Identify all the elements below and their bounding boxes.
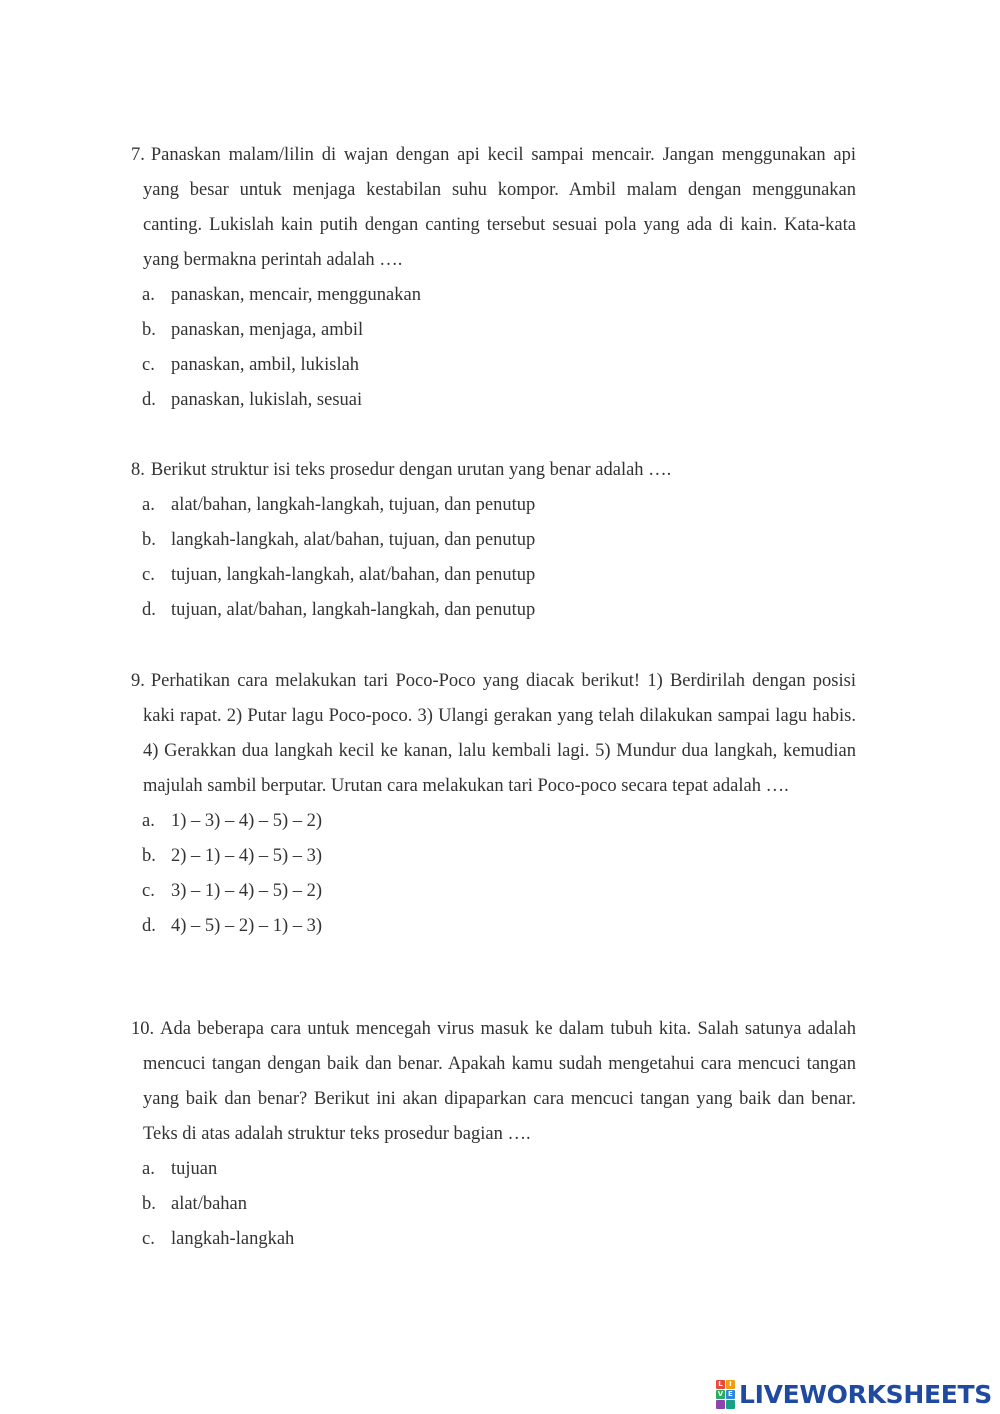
question-number: 8. [131,460,145,480]
option-letter: a. [142,811,155,831]
option-b[interactable] [142,839,856,874]
option-list [131,804,856,944]
logo-text: LIVEWORKSHEETS [738,1379,992,1409]
question-text [131,453,856,488]
option-b[interactable] [142,1187,856,1222]
question-number: 7. [131,145,145,165]
logo-mark-icon [716,1380,735,1409]
question-body: Berikut struktur isi teks prosedur dengan urutan yang benar adalah …. [150,460,672,480]
option-letter: b. [142,1194,156,1214]
option-letter: a. [142,495,155,515]
option-c[interactable] [142,558,856,593]
option-letter: c. [142,1229,155,1249]
option-b[interactable] [142,523,856,558]
option-list [131,488,856,628]
option-text: alat/bahan, langkah-langkah, tujuan, dan penutup [171,495,536,515]
option-d[interactable] [142,593,856,628]
option-a[interactable] [142,278,856,313]
option-a[interactable] [142,804,856,839]
logo-tile: V [717,1389,724,1398]
question-body: Perhatikan cara melakukan tari Poco-Poco yang diacak berikut! 1) Berdirilah dengan posisi kaki rapat. 2) Putar lagu Poco-poco. 3) Ulangi gerakan yang telah dilakukan sampai lagu habis. 4) Gerakkan dua langkah kecil ke kanan, lalu kembali lagi. 5) Mundur dua langkah, kemudian majulah sambil berputar. Urutan cara melakukan tari Poco-poco secara tepat adalah …. [143,671,856,796]
question-8 [131,453,856,628]
logo-tile [716,1400,725,1409]
option-text: 4) – 5) – 2) – 1) – 3) [171,916,323,936]
option-letter: c. [142,565,155,585]
option-c[interactable] [142,874,856,909]
option-letter: b. [142,530,156,550]
option-text: panaskan, mencair, menggunakan [171,285,421,305]
option-letter: a. [142,1159,155,1179]
question-text [131,1012,856,1152]
option-letter: b. [142,846,156,866]
option-text: tujuan, langkah-langkah, alat/bahan, dan penutup [171,565,536,585]
option-letter: d. [142,916,156,936]
option-a[interactable] [142,488,856,523]
option-letter: c. [142,881,155,901]
option-list [131,1152,856,1257]
question-body: Panaskan malam/lilin di wajan dengan api kecil sampai mencair. Jangan menggunakan api yang besar untuk menjaga kestabilan suhu kompor. Ambil malam dengan menggunakan canting. Lukislah kain putih dengan canting tersebut sesuai pola yang ada di kain. Kata-kata yang bermakna perintah adalah …. [143,145,856,270]
logo-tile: E [726,1390,735,1399]
option-text: tujuan, alat/bahan, langkah-langkah, dan penutup [171,600,536,620]
option-letter: d. [142,390,156,410]
question-number: 10. [131,1019,155,1039]
logo-tile [726,1400,735,1409]
option-list [131,278,856,418]
option-letter: c. [142,355,155,375]
option-b[interactable] [142,313,856,348]
question-body: Ada beberapa cara untuk mencegah virus masuk ke dalam tubuh kita. Salah satunya adalah mencuci tangan dengan baik dan benar. Apakah kamu sudah mengetahui cara mencuci tangan yang baik dan benar? Berikut ini akan dipaparkan cara mencuci tangan yang baik dan benar. Teks di atas adalah struktur teks prosedur bagian …. [143,1019,856,1144]
option-text: 2) – 1) – 4) – 5) – 3) [171,846,323,866]
question-7 [131,138,856,418]
question-number: 9. [131,671,145,691]
question-text [131,664,856,804]
option-text: langkah-langkah, alat/bahan, tujuan, dan penutup [171,530,536,550]
option-c[interactable] [142,1222,856,1257]
option-text: alat/bahan [171,1194,248,1214]
option-text: panaskan, lukislah, sesuai [171,390,363,410]
question-10 [131,1012,856,1257]
question-9 [131,664,856,944]
option-text: 3) – 1) – 4) – 5) – 2) [171,881,323,901]
option-letter: d. [142,600,156,620]
option-text: panaskan, menjaga, ambil [171,320,364,340]
logo-tile: L [716,1380,725,1389]
option-text: tujuan [171,1159,218,1179]
option-d[interactable] [142,383,856,418]
option-text: panaskan, ambil, lukislah [171,355,360,375]
option-a[interactable] [142,1152,856,1187]
liveworksheets-logo[interactable] [716,1379,992,1409]
option-d[interactable] [142,909,856,944]
option-text: langkah-langkah [171,1229,295,1249]
option-text: 1) – 3) – 4) – 5) – 2) [171,811,323,831]
option-c[interactable] [142,348,856,383]
question-text [131,138,856,278]
option-letter: b. [142,320,156,340]
option-letter: a. [142,285,155,305]
logo-tile: I [726,1380,735,1389]
